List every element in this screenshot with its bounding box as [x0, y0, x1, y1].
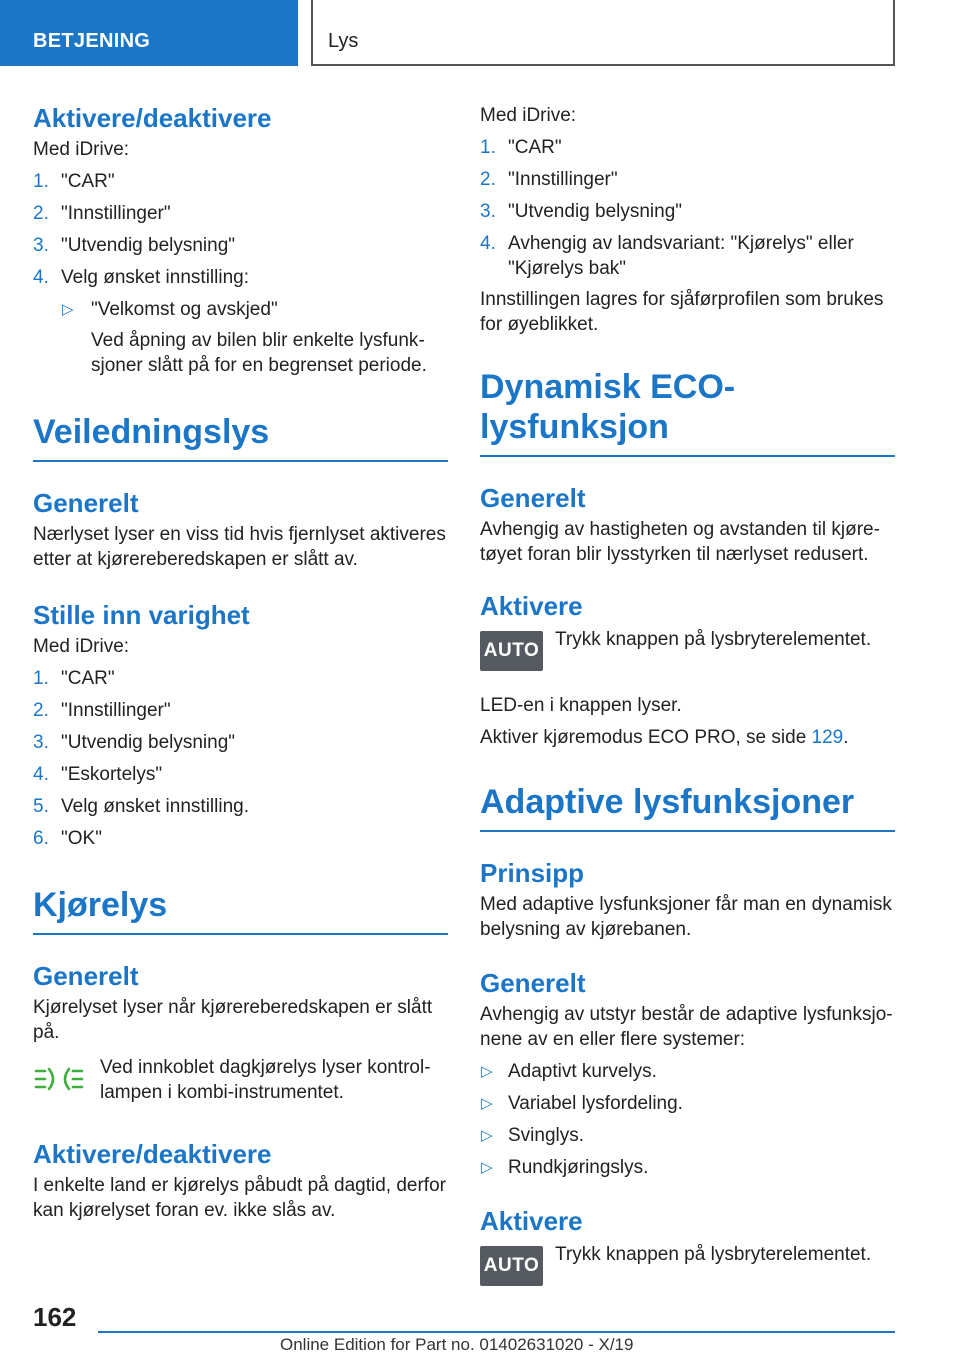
- heading-adaptive-general: Generelt: [480, 968, 586, 998]
- activate-sublist: [61, 297, 448, 322]
- eco-pro-text: Aktiver kjøremodus ECO PRO, se side 129.: [480, 727, 849, 748]
- list-item: 3. "Utvendig belysning": [480, 201, 683, 222]
- bullet-triangle-icon: ▷: [481, 1159, 493, 1176]
- duration-intro: Med iDrive:: [33, 636, 130, 657]
- bullet-triangle-icon: ▷: [62, 301, 74, 318]
- list-item: ▷ Variabel lysfordeling.: [481, 1093, 683, 1114]
- bullet-triangle-icon: ▷: [481, 1063, 493, 1080]
- list-item: ▷ "Velkomst og avskjed": [62, 299, 278, 320]
- heading-duration: Stille inn varighet: [33, 600, 250, 630]
- heading-adaptive: Adaptive lysfunksjoner: [480, 782, 895, 832]
- adaptive-general-text: Avhengig av utstyr består de adaptive lysfunksjonene av en eller flere systemer:: [480, 1004, 893, 1050]
- systems-list: [480, 1059, 895, 1180]
- drl-activate-text: I enkelte land er kjørelys påbudt på dagtid, derfor kan kjørelyset foran ev. ikke slås av.: [33, 1175, 446, 1221]
- list-item: ▷ Rundkjøringslys.: [481, 1157, 649, 1178]
- eco-general-text: Avhengig av hastigheten og avstanden til kjøretøyet foran blir lysstyrken til nærlyset redusert.: [480, 519, 880, 565]
- duration-steps: [33, 666, 448, 851]
- activate-intro: Med iDrive:: [33, 139, 130, 160]
- list-item: ▷ Adaptivt kurvelys.: [481, 1061, 657, 1082]
- list-item: 3. "Utvendig belysning": [33, 235, 236, 256]
- heading-eco: Dynamisk ECO-lysfunksjon: [480, 367, 895, 457]
- auto-button-icon: AUTO: [480, 631, 543, 671]
- heading-guide-general: Generelt: [33, 488, 139, 518]
- activate-sub-text: Ved åpning av bilen blir enkelte lysfunksjoner slått på for en begrenset periode.: [91, 330, 427, 376]
- right-steps: [480, 135, 895, 281]
- list-item: 1. "CAR": [33, 171, 115, 192]
- heading-eco-activate: Aktivere: [480, 591, 583, 621]
- list-item: 1. "CAR": [480, 137, 562, 158]
- chapter-box: [311, 0, 895, 66]
- heading-drl: Kjørelys: [33, 885, 448, 935]
- heading-drl-general: Generelt: [33, 961, 139, 991]
- list-item: 6. "OK": [33, 828, 102, 849]
- page-number: 162: [33, 1302, 77, 1332]
- list-item: 1. "CAR": [33, 668, 115, 689]
- auto-button-icon: AUTO: [480, 1246, 543, 1286]
- saved-text: Innstillingen lagres for sjåførprofilen som brukes for øyeblikket.: [480, 289, 884, 335]
- heading-drl-activate: Aktivere/deaktivere: [33, 1139, 272, 1169]
- activate-steps: [33, 169, 448, 290]
- page-header: [0, 0, 960, 66]
- drl-note: [33, 1055, 448, 1119]
- list-item: 4. "Eskortelys": [33, 764, 163, 785]
- led-text: LED-en i knappen lyser.: [480, 695, 682, 716]
- footer-edition: Online Edition for Part no. 01402631020 - X/19: [280, 1335, 634, 1354]
- page-link[interactable]: 129: [811, 727, 844, 748]
- list-item: 4. Velg ønsket innstilling:: [33, 267, 249, 288]
- left-column: [33, 100, 448, 1223]
- list-item: 2. "Innstillinger": [33, 700, 171, 721]
- list-item: 4. Avhengig av landsvariant: "Kjørelys" eller "Kjørelys bak": [480, 233, 854, 279]
- heading-activate: Aktivere/deaktivere: [33, 103, 272, 133]
- bullet-triangle-icon: ▷: [481, 1095, 493, 1112]
- drl-note-text: Ved innkoblet dagkjørelys lyser kontrollampen i kombi-instrumentet.: [100, 1057, 431, 1103]
- footer-divider: [98, 1331, 895, 1333]
- right-column: [480, 100, 895, 1306]
- list-item: ▷ Svinglys.: [481, 1125, 585, 1146]
- guide-general-text: Nærlyset lyser en viss tid hvis fjernlyset aktiveres etter at kjørereberedskapen er slått av.: [33, 524, 446, 570]
- list-item: 2. "Innstillinger": [480, 169, 618, 190]
- press-text: Trykk knappen på lysbryterelementet.: [555, 629, 872, 650]
- adaptive-auto-row: [480, 1242, 895, 1306]
- drl-general-text: Kjørelyset lyser når kjørereberedskapen er slått på.: [33, 997, 433, 1043]
- heading-eco-general: Generelt: [480, 483, 586, 513]
- list-item: 3. "Utvendig belysning": [33, 732, 236, 753]
- press-text-2: Trykk knappen på lysbryterelementet.: [555, 1244, 872, 1265]
- daytime-running-light-icon: [33, 1059, 85, 1104]
- principle-text: Med adaptive lysfunksjoner får man en dynamisk belysning av kjørebanen.: [480, 894, 892, 940]
- right-intro: Med iDrive:: [480, 105, 577, 126]
- eco-auto-row: [480, 627, 895, 691]
- heading-principle: Prinsipp: [480, 858, 585, 888]
- heading-guide-light: Veiledningslys: [33, 412, 448, 462]
- bullet-triangle-icon: ▷: [481, 1127, 493, 1144]
- heading-adaptive-activate: Aktivere: [480, 1206, 583, 1236]
- list-item: 2. "Innstillinger": [33, 203, 171, 224]
- section-tab: [0, 0, 298, 66]
- chapter-title: Lys: [328, 30, 359, 52]
- section-title: BETJENING: [33, 30, 151, 52]
- list-item: 5. Velg ønsket innstilling.: [33, 796, 249, 817]
